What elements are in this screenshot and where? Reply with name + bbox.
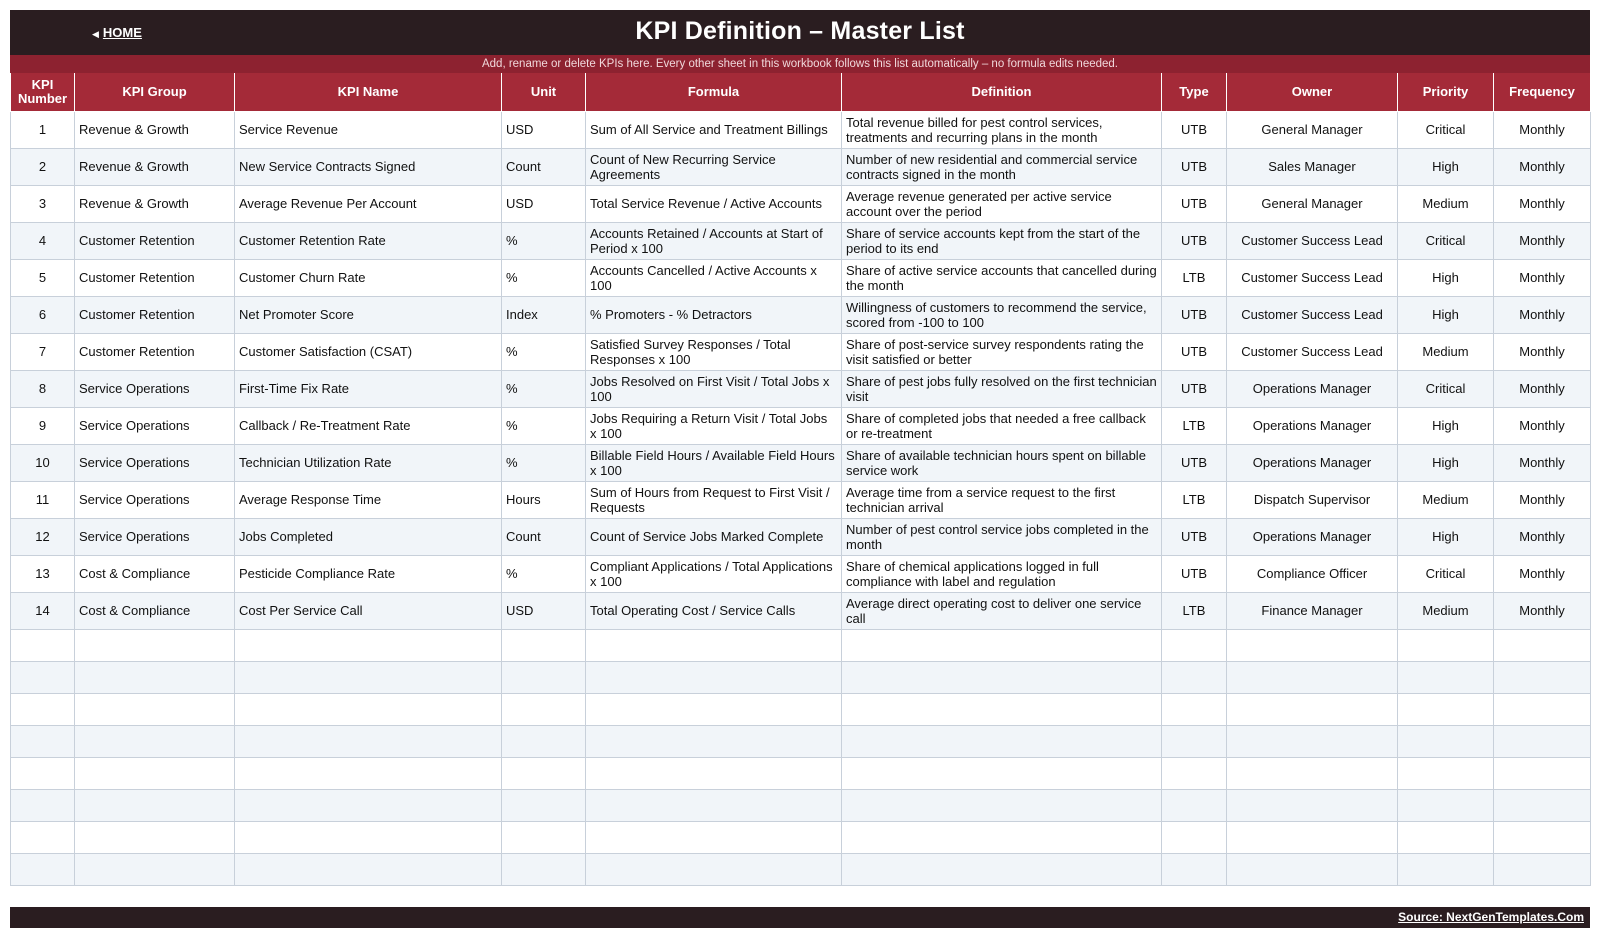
column-header-kpi-group: KPI Group [75,73,235,111]
table-cell[interactable]: Critical [1398,111,1494,148]
table-cell[interactable]: % [502,370,586,407]
empty-cell[interactable] [1494,757,1591,789]
table-cell[interactable]: USD [502,111,586,148]
empty-cell[interactable] [502,661,586,693]
empty-cell[interactable] [1494,661,1591,693]
table-cell[interactable]: Share of available technician hours spent on billable service work [842,444,1162,481]
empty-cell[interactable] [1494,629,1591,661]
table-row [11,148,1591,185]
empty-cell[interactable] [1162,725,1227,757]
table-cell[interactable]: % [502,222,586,259]
table-cell[interactable]: Operations Manager [1227,518,1398,555]
table-cell[interactable]: Customer Success Lead [1227,296,1398,333]
table-cell[interactable]: Medium [1398,185,1494,222]
table-cell[interactable]: New Service Contracts Signed [235,148,502,185]
table-cell[interactable]: Sales Manager [1227,148,1398,185]
table-cell[interactable]: Compliance Officer [1227,555,1398,592]
table-cell[interactable]: USD [502,185,586,222]
empty-cell[interactable] [1398,853,1494,885]
table-cell[interactable]: High [1398,407,1494,444]
table-cell[interactable]: Count [502,148,586,185]
table-cell[interactable]: Customer Retention Rate [235,222,502,259]
table-cell[interactable]: Service Operations [75,370,235,407]
table-cell[interactable]: % [502,407,586,444]
table-cell[interactable]: 5 [11,259,75,296]
empty-cell[interactable] [75,757,235,789]
empty-cell[interactable] [75,821,235,853]
table-cell[interactable]: Service Operations [75,407,235,444]
empty-cell[interactable] [1227,789,1398,821]
column-header-kpi-name: KPI Name [235,73,502,111]
table-cell[interactable]: 12 [11,518,75,555]
table-cell[interactable]: Monthly [1494,481,1591,518]
empty-cell[interactable] [1227,757,1398,789]
empty-cell[interactable] [235,789,502,821]
table-cell[interactable]: Willingness of customers to recommend the service, scored from -100 to 100 [842,296,1162,333]
table-cell[interactable]: UTB [1162,444,1227,481]
table-cell[interactable]: Finance Manager [1227,592,1398,629]
table-row [11,481,1591,518]
table-cell[interactable]: Share of active service accounts that cancelled during the month [842,259,1162,296]
empty-cell[interactable] [1227,661,1398,693]
table-cell[interactable]: Count of Service Jobs Marked Complete [586,518,842,555]
table-cell[interactable]: Operations Manager [1227,407,1398,444]
empty-cell[interactable] [235,661,502,693]
table-cell[interactable]: Monthly [1494,296,1591,333]
footer-bar [10,907,1590,928]
empty-cell[interactable] [235,693,502,725]
table-cell[interactable]: UTB [1162,148,1227,185]
table-cell[interactable]: Monthly [1494,518,1591,555]
table-cell[interactable]: LTB [1162,407,1227,444]
empty-cell[interactable] [11,693,75,725]
table-cell[interactable]: UTB [1162,296,1227,333]
table-cell[interactable]: High [1398,259,1494,296]
empty-cell[interactable] [1494,853,1591,885]
table-cell[interactable]: UTB [1162,518,1227,555]
home-label: HOME [102,25,142,40]
table-cell[interactable]: Revenue & Growth [75,148,235,185]
empty-cell[interactable] [75,693,235,725]
empty-cell[interactable] [586,757,842,789]
table-cell[interactable]: 2 [11,148,75,185]
table-cell[interactable]: Index [502,296,586,333]
table-cell[interactable]: Sum of All Service and Treatment Billings [586,111,842,148]
table-cell[interactable]: Share of service accounts kept from the start of the period to its end [842,222,1162,259]
empty-row [11,757,1591,789]
empty-row [11,725,1591,757]
table-cell[interactable]: Technician Utilization Rate [235,444,502,481]
table-cell[interactable]: Monthly [1494,185,1591,222]
table-cell[interactable]: Monthly [1494,444,1591,481]
table-cell[interactable]: Monthly [1494,148,1591,185]
table-cell[interactable]: General Manager [1227,185,1398,222]
empty-cell[interactable] [1494,725,1591,757]
empty-cell[interactable] [1162,629,1227,661]
empty-cell[interactable] [586,853,842,885]
table-cell[interactable]: Monthly [1494,333,1591,370]
table-cell[interactable]: Billable Field Hours / Available Field Hours x 100 [586,444,842,481]
table-cell[interactable]: General Manager [1227,111,1398,148]
table-cell[interactable]: Customer Retention [75,333,235,370]
table-cell[interactable]: Count [502,518,586,555]
empty-cell[interactable] [75,853,235,885]
empty-cell[interactable] [235,821,502,853]
table-cell[interactable]: Share of completed jobs that needed a free callback or re-treatment [842,407,1162,444]
table-row [11,185,1591,222]
table-cell[interactable]: Callback / Re-Treatment Rate [235,407,502,444]
empty-cell[interactable] [11,853,75,885]
table-row [11,222,1591,259]
empty-cell[interactable] [842,725,1162,757]
empty-cell[interactable] [11,629,75,661]
empty-cell[interactable] [1398,789,1494,821]
empty-row [11,661,1591,693]
table-cell[interactable]: 9 [11,407,75,444]
table-cell[interactable]: 10 [11,444,75,481]
empty-cell[interactable] [11,789,75,821]
table-cell[interactable]: Number of pest control service jobs completed in the month [842,518,1162,555]
column-header-unit: Unit [502,73,586,111]
table-cell[interactable]: Dispatch Supervisor [1227,481,1398,518]
table-cell[interactable]: Customer Churn Rate [235,259,502,296]
empty-cell[interactable] [1494,693,1591,725]
column-header-row [11,73,1591,111]
column-header-definition: Definition [842,73,1162,111]
table-cell[interactable]: Jobs Resolved on First Visit / Total Jobs x 100 [586,370,842,407]
table-row [11,555,1591,592]
table-cell[interactable]: Customer Retention [75,222,235,259]
table-cell[interactable]: Net Promoter Score [235,296,502,333]
empty-cell[interactable] [1494,821,1591,853]
empty-cell[interactable] [586,725,842,757]
table-cell[interactable]: Customer Success Lead [1227,259,1398,296]
table-cell[interactable]: Number of new residential and commercial service contracts signed in the month [842,148,1162,185]
table-row [11,592,1591,629]
table-cell[interactable]: % [502,259,586,296]
table-cell[interactable]: Operations Manager [1227,444,1398,481]
table-cell[interactable]: High [1398,296,1494,333]
table-cell[interactable]: Total Service Revenue / Active Accounts [586,185,842,222]
empty-row [11,821,1591,853]
table-cell[interactable]: High [1398,444,1494,481]
page-title: KPI Definition – Master List [635,17,965,45]
table-row [11,259,1591,296]
table-cell[interactable]: Jobs Completed [235,518,502,555]
table-cell[interactable]: LTB [1162,592,1227,629]
table-cell[interactable]: Critical [1398,555,1494,592]
table-cell[interactable]: 11 [11,481,75,518]
empty-cell[interactable] [1398,693,1494,725]
table-cell[interactable]: UTB [1162,185,1227,222]
empty-cell[interactable] [502,853,586,885]
empty-cell[interactable] [1227,853,1398,885]
table-cell[interactable]: UTB [1162,222,1227,259]
table-cell[interactable]: % [502,555,586,592]
table-cell[interactable]: 4 [11,222,75,259]
empty-cell[interactable] [1398,661,1494,693]
empty-cell[interactable] [586,661,842,693]
source-link[interactable]: Source: NextGenTemplates.Com [1398,910,1584,924]
table-cell[interactable]: Customer Success Lead [1227,333,1398,370]
empty-cell[interactable] [1162,821,1227,853]
table-cell[interactable]: USD [502,592,586,629]
table-cell[interactable]: Service Operations [75,518,235,555]
table-cell[interactable]: LTB [1162,259,1227,296]
table-cell[interactable]: Compliant Applications / Total Applications x 100 [586,555,842,592]
table-cell[interactable]: Revenue & Growth [75,111,235,148]
empty-cell[interactable] [842,853,1162,885]
table-cell[interactable]: Share of pest jobs fully resolved on the first technician visit [842,370,1162,407]
table-cell[interactable]: Jobs Requiring a Return Visit / Total Jobs x 100 [586,407,842,444]
table-cell[interactable]: Customer Retention [75,296,235,333]
table-cell[interactable]: Share of post-service survey respondents rating the visit satisfied or better [842,333,1162,370]
table-cell[interactable]: Monthly [1494,370,1591,407]
empty-cell[interactable] [75,725,235,757]
empty-cell[interactable] [502,821,586,853]
table-cell[interactable]: Medium [1398,333,1494,370]
table-cell[interactable]: Average Response Time [235,481,502,518]
empty-cell[interactable] [1398,821,1494,853]
table-row [11,333,1591,370]
table-cell[interactable]: Total revenue billed for pest control services, treatments and recurring plans in the month [842,111,1162,148]
empty-cell[interactable] [842,629,1162,661]
table-cell[interactable]: % [502,333,586,370]
table-row [11,444,1591,481]
empty-cell[interactable] [11,725,75,757]
empty-cell[interactable] [11,821,75,853]
empty-cell[interactable] [75,789,235,821]
table-cell[interactable]: Average direct operating cost to deliver one service call [842,592,1162,629]
table-row [11,407,1591,444]
empty-cell[interactable] [1398,725,1494,757]
table-cell[interactable]: % Promoters - % Detractors [586,296,842,333]
empty-cell[interactable] [11,757,75,789]
empty-cell[interactable] [235,629,502,661]
column-header-priority: Priority [1398,73,1494,111]
table-cell[interactable]: Monthly [1494,592,1591,629]
empty-cell[interactable] [586,821,842,853]
table-row [11,296,1591,333]
table-cell[interactable]: Monthly [1494,111,1591,148]
table-row [11,370,1591,407]
empty-cell[interactable] [1494,789,1591,821]
table-cell[interactable]: Customer Satisfaction (CSAT) [235,333,502,370]
empty-cell[interactable] [1227,821,1398,853]
table-cell[interactable]: 8 [11,370,75,407]
table-cell[interactable]: First-Time Fix Rate [235,370,502,407]
empty-row [11,789,1591,821]
table-cell[interactable]: Share of chemical applications logged in full compliance with label and regulation [842,555,1162,592]
empty-cell[interactable] [1162,789,1227,821]
empty-cell[interactable] [1398,629,1494,661]
kpi-table [10,73,1591,886]
empty-cell[interactable] [502,789,586,821]
table-cell[interactable]: Monthly [1494,222,1591,259]
column-header-type: Type [1162,73,1227,111]
empty-cell[interactable] [235,757,502,789]
table-cell[interactable]: Average Revenue Per Account [235,185,502,222]
table-row [11,518,1591,555]
empty-cell[interactable] [842,757,1162,789]
table-cell[interactable]: High [1398,148,1494,185]
triangle-left-icon: ◀ [92,29,99,39]
table-cell[interactable]: Critical [1398,222,1494,259]
empty-cell[interactable] [502,757,586,789]
table-cell[interactable]: Total Operating Cost / Service Calls [586,592,842,629]
table-cell[interactable]: Critical [1398,370,1494,407]
table-cell[interactable]: % [502,444,586,481]
empty-cell[interactable] [75,661,235,693]
table-cell[interactable]: Service Operations [75,481,235,518]
table-cell[interactable]: Service Revenue [235,111,502,148]
empty-cell[interactable] [1227,629,1398,661]
empty-cell[interactable] [1227,693,1398,725]
empty-cell[interactable] [1398,757,1494,789]
table-cell[interactable]: Average time from a service request to the first technician arrival [842,481,1162,518]
empty-row [11,693,1591,725]
table-cell[interactable]: Average revenue generated per active service account over the period [842,185,1162,222]
table-cell[interactable]: Monthly [1494,555,1591,592]
empty-cell[interactable] [1162,661,1227,693]
empty-cell[interactable] [842,789,1162,821]
table-cell[interactable]: 1 [11,111,75,148]
empty-cell[interactable] [586,789,842,821]
table-cell[interactable]: Operations Manager [1227,370,1398,407]
table-cell[interactable]: Revenue & Growth [75,185,235,222]
table-cell[interactable]: Cost Per Service Call [235,592,502,629]
empty-cell[interactable] [1227,725,1398,757]
table-cell[interactable]: UTB [1162,370,1227,407]
table-cell[interactable]: Customer Success Lead [1227,222,1398,259]
table-cell[interactable]: UTB [1162,555,1227,592]
column-header-kpi-number: KPI Number [11,73,75,111]
empty-cell[interactable] [1162,693,1227,725]
empty-cell[interactable] [1162,853,1227,885]
table-cell[interactable]: Satisfied Survey Responses / Total Responses x 100 [586,333,842,370]
table-cell[interactable]: Cost & Compliance [75,592,235,629]
table-cell[interactable]: Pesticide Compliance Rate [235,555,502,592]
empty-row [11,629,1591,661]
table-cell[interactable]: Hours [502,481,586,518]
table-cell[interactable]: 14 [11,592,75,629]
table-cell[interactable]: Service Operations [75,444,235,481]
table-cell[interactable]: 13 [11,555,75,592]
column-header-owner: Owner [1227,73,1398,111]
empty-cell[interactable] [75,629,235,661]
table-cell[interactable]: Monthly [1494,407,1591,444]
table-cell[interactable]: 7 [11,333,75,370]
table-cell[interactable]: UTB [1162,111,1227,148]
column-header-formula: Formula [586,73,842,111]
table-cell[interactable]: Medium [1398,481,1494,518]
table-row [11,111,1591,148]
empty-cell[interactable] [586,629,842,661]
table-cell[interactable]: UTB [1162,333,1227,370]
table-cell[interactable]: Accounts Cancelled / Active Accounts x 100 [586,259,842,296]
table-cell[interactable]: 6 [11,296,75,333]
instruction-banner: Add, rename or delete KPIs here. Every other sheet in this workbook follows this list automatically – no formula edits needed. [10,55,1590,73]
table-cell[interactable]: 3 [11,185,75,222]
empty-cell[interactable] [842,821,1162,853]
table-cell[interactable]: Cost & Compliance [75,555,235,592]
empty-cell[interactable] [842,661,1162,693]
empty-cell[interactable] [502,725,586,757]
empty-cell[interactable] [502,629,586,661]
empty-cell[interactable] [11,661,75,693]
empty-cell[interactable] [586,693,842,725]
table-cell[interactable]: Monthly [1494,259,1591,296]
table-cell[interactable]: Medium [1398,592,1494,629]
header-bar [10,10,1590,55]
column-header-frequency: Frequency [1494,73,1591,111]
empty-cell[interactable] [842,693,1162,725]
table-cell[interactable]: Accounts Retained / Accounts at Start of Period x 100 [586,222,842,259]
empty-row [11,853,1591,885]
empty-cell[interactable] [1162,757,1227,789]
empty-cell[interactable] [235,853,502,885]
table-cell[interactable]: Customer Retention [75,259,235,296]
table-cell[interactable]: LTB [1162,481,1227,518]
table-cell[interactable]: Count of New Recurring Service Agreements [586,148,842,185]
empty-cell[interactable] [502,693,586,725]
table-cell[interactable]: Sum of Hours from Request to First Visit / Requests [586,481,842,518]
empty-cell[interactable] [235,725,502,757]
table-cell[interactable]: High [1398,518,1494,555]
